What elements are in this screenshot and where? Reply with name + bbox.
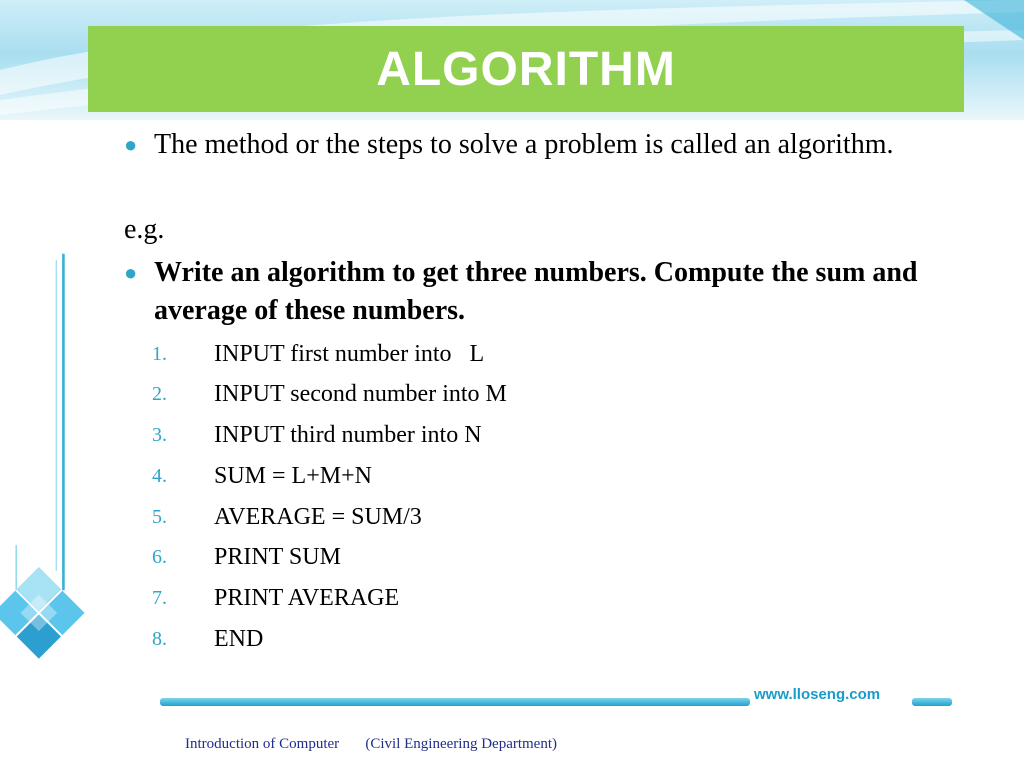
bullet-icon: ●	[124, 132, 138, 157]
step-item	[152, 415, 482, 455]
slide-title: ALGORITHM	[376, 42, 676, 96]
step-item	[152, 619, 263, 659]
bullet-definition-text: The method or the steps to solve a problem is called an algorithm.	[154, 129, 894, 160]
step-text: INPUT third number into N	[214, 422, 482, 448]
step-number: 8.	[152, 628, 167, 650]
step-item	[152, 456, 372, 496]
step-number: 6.	[152, 546, 167, 568]
step-text: AVERAGE = SUM/3	[214, 504, 422, 530]
step-number: 3.	[152, 424, 167, 446]
step-item	[152, 334, 484, 374]
bullet-icon: ●	[124, 260, 138, 285]
step-text: INPUT second number into M	[214, 381, 507, 407]
step-number: 5.	[152, 506, 167, 528]
step-number: 7.	[152, 587, 167, 609]
website-link[interactable]: www.lloseng.com	[754, 686, 881, 703]
bullet-definition	[124, 126, 924, 164]
step-text: SUM = L+M+N	[214, 463, 372, 489]
step-text: INPUT first number into L	[214, 341, 485, 367]
bullet-task-text: Write an algorithm to get three numbers. Compute the sum and average of these numbers.	[154, 257, 918, 326]
step-text: END	[214, 626, 264, 652]
step-item	[152, 497, 422, 537]
step-number: 2.	[152, 383, 167, 405]
step-text: PRINT AVERAGE	[214, 585, 400, 611]
bullet-task	[124, 254, 924, 330]
example-label: e.g.	[124, 214, 165, 245]
step-text: PRINT SUM	[214, 544, 341, 570]
bottom-divider-short	[912, 698, 952, 706]
step-number: 1.	[152, 343, 167, 365]
step-item	[152, 374, 507, 414]
step-item	[152, 578, 399, 618]
slide-footer: Introduction of Computer (Civil Engineering Department)	[185, 736, 557, 752]
bottom-divider	[160, 698, 750, 706]
step-item	[152, 537, 341, 577]
step-number: 4.	[152, 465, 167, 487]
